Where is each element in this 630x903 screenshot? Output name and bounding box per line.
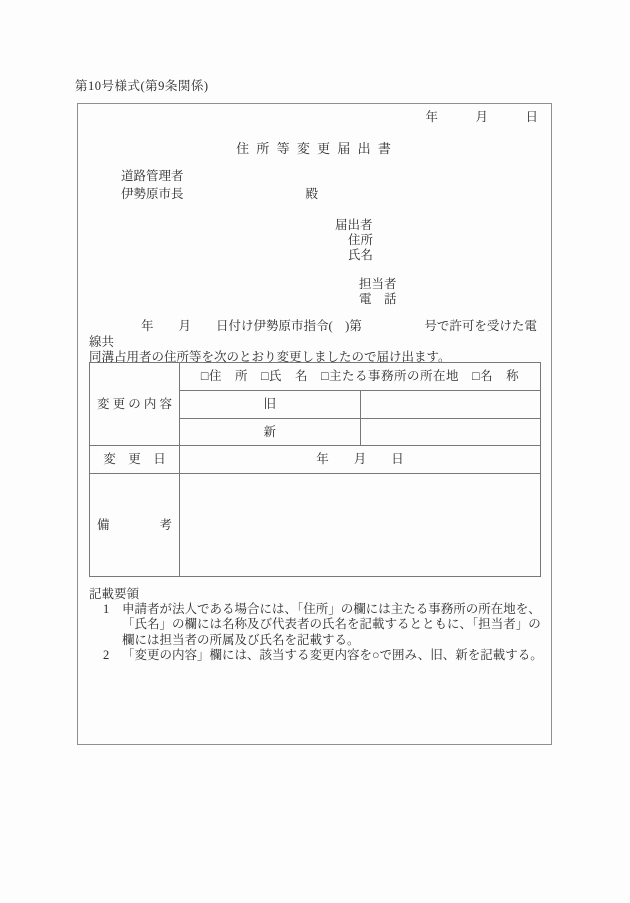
document-title: 住 所 等 変 更 届 出 書 (236, 141, 393, 156)
note-2-number: 2 (103, 647, 110, 662)
remarks-value-cell (180, 474, 541, 577)
body-paragraph-line1: 年 月 日付け伊勢原市指令( )第 号で許可を受けた電線共 (89, 319, 537, 349)
notes-heading: 記載要領 (89, 587, 140, 601)
old-value-cell (360, 391, 541, 419)
form-border-box (77, 103, 552, 745)
addressee-name-line (121, 185, 318, 203)
body-paragraph (89, 319, 547, 366)
contact-block (359, 277, 397, 307)
table-row-change-date (90, 446, 541, 474)
addressee-block (121, 167, 318, 203)
addressee-name: 伊勢原市長 (121, 187, 184, 201)
change-date-value-cell: 年 月 日 (180, 446, 541, 474)
contact-phone-label: 電 話 (359, 292, 397, 306)
contact-person-label: 担当者 (359, 277, 397, 291)
form-number-label: 第10号様式(第9条関係) (75, 79, 209, 93)
date-placeholder: 年 月 日 (425, 110, 538, 124)
old-label-cell: 旧 (180, 391, 361, 419)
body-paragraph-line2: 同溝占用者の住所等を次のとおり変更しましたので届け出ます。 (89, 350, 451, 364)
applicant-section-label: 届出者 (335, 218, 373, 232)
change-options-header-cell: □住 所 □氏 名 □主たる事務所の所在地 □名 称 (180, 363, 541, 391)
new-value-cell (360, 419, 541, 446)
change-details-table (89, 362, 541, 577)
change-content-label-cell: 変 更 の 内 容 (90, 363, 180, 446)
notes-block (89, 587, 549, 663)
applicant-name-label: 氏名 (348, 248, 374, 262)
table-row-options-header (90, 363, 541, 391)
table-row-remarks (90, 474, 541, 577)
note-2-text: 「変更の内容」欄には、該当する変更内容を○で囲み、旧、新を記載する。 (122, 647, 543, 662)
addressee-honorific: 殿 (305, 187, 319, 201)
new-label-cell: 新 (180, 419, 361, 446)
change-date-label-cell: 変 更 日 (90, 446, 180, 474)
note-item-1 (89, 602, 549, 648)
note-1-text: 申請者が法人である場合には、「住所」の欄には主たる事務所の所在地を、「氏名」の欄には名称及び代表者の氏名を記載するとともに、「担当者」の欄には担当者の所属及び氏名を記載する。 (122, 602, 541, 647)
applicant-address-label: 住所 (348, 233, 374, 247)
remarks-label-cell: 備 考 (90, 474, 180, 577)
addressee-role: 道路管理者 (121, 169, 184, 183)
note-item-2 (89, 648, 549, 663)
applicant-block (335, 218, 373, 263)
note-1-number: 1 (103, 602, 110, 617)
